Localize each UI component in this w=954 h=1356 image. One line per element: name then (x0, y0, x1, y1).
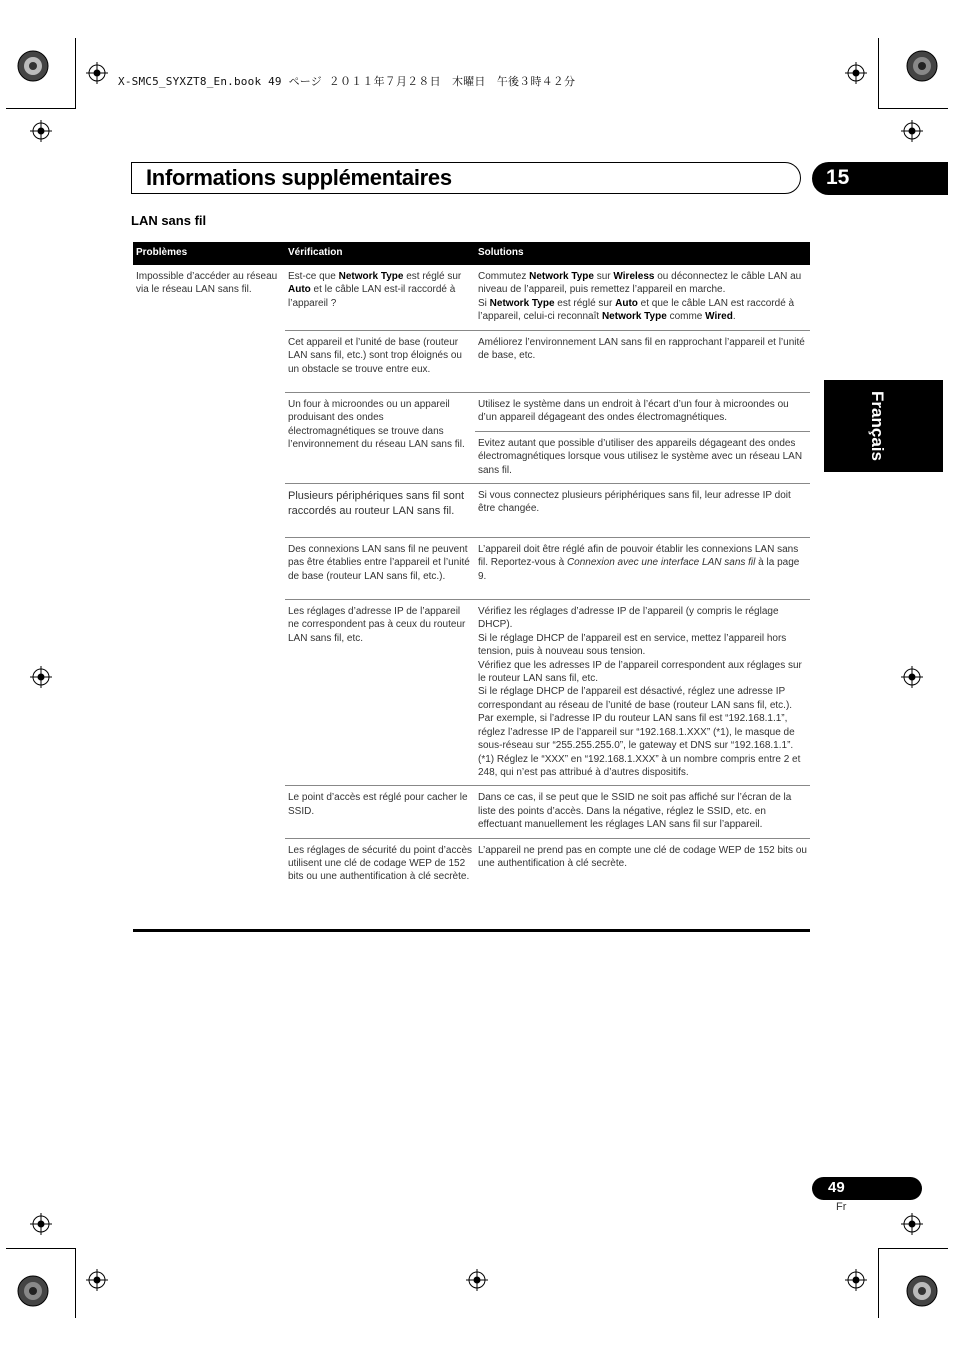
solution-cell: Vérifiez les réglages d’adresse IP de l’appareil (y compris le réglage DHCP). Si le réglage DHCP de l’appareil est en service, mettez l’appareil hors tension, puis à nouveau sous tension. Vérifiez que les adresses IP de l’appareil correspondent aux réglages sur le routeur LAN sans fil, etc. Si le réglage DHCP de l’appareil est désactivé, réglez une adresse IP correspondant au réseau de l’unité de base (routeur LAN sans fil, etc.). Par exemple, si l’adresse IP du routeur LAN sans fil est “192.168.1.1”, réglez l’adresse IP de l’appareil sur “192.168.1.XXX” (*1), le masque de sous-réseau sur “255.255.255.0”, le gateway et DNS sur “192.168.1.1”. (*1) Réglez le “XXX” en “192.168.1.XXX” à un nombre compris entre 2 et 248, qui n’est pas attribué à d’autres dispositifs. (475, 600, 810, 786)
solution-cell: Utilisez le système dans un endroit à l’écart d’un four à microondes ou d’un appareil dégageant des ondes électromagnétiques. (475, 393, 810, 432)
check-cell: Les réglages d’adresse IP de l’appareil ne correspondent pas à ceux du routeur LAN sans fil, etc. (285, 600, 475, 786)
registration-mark-icon (901, 666, 923, 688)
section-title: LAN sans fil (131, 213, 207, 228)
print-rosette-icon (906, 1275, 938, 1307)
print-rosette-icon (906, 50, 938, 82)
check-cell: Est-ce que Network Type est réglé sur Auto et le câble LAN est-il raccordé à l’appareil ? (285, 265, 475, 331)
page-number-badge (812, 1177, 922, 1200)
chapter-badge (812, 162, 948, 195)
print-rosette-icon (17, 50, 49, 82)
registration-mark-icon (30, 1213, 52, 1235)
page-number: 49 (828, 1179, 845, 1196)
print-rosette-icon (17, 1275, 49, 1307)
solution-cell: L’appareil doit être réglé afin de pouvoir établir les connexions LAN sans fil. Reportez-vous à Connexion avec une interface LAN sans fil à la page 9. (475, 538, 810, 600)
troubleshooting-table (133, 242, 810, 890)
chapter-number: 15 (826, 166, 850, 189)
column-header: Vérification (285, 242, 475, 265)
registration-mark-icon (30, 120, 52, 142)
registration-mark-icon (86, 1269, 108, 1291)
problem-cell: Impossible d’accéder au réseau via le réseau LAN sans fil. (136, 271, 278, 296)
check-cell: Les réglages de sécurité du point d’accès utilisent une clé de codage WEP de 152 bits ou une authentification à clé secrète. (288, 844, 473, 883)
solution-cell: L’appareil ne prend pas en compte une clé de codage WEP de 152 bits ou une authentification à clé secrète. (478, 844, 807, 869)
column-header: Solutions (475, 242, 810, 265)
print-file-header: X-SMC5_SYXZT8_En.book 49 ページ ２０１１年７月２８日 木曜日 午後３時４２分 (118, 75, 576, 88)
table-row (133, 265, 810, 331)
solution-cell: Commutez Network Type sur Wireless ou déconnectez le câble LAN au niveau de l’appareil, puis remettez l’appareil en marche. Si Network Type est réglé sur Auto et que le câble LAN est raccordé à l’appareil, celui-ci reconnaît Network Type comme Wired. (475, 265, 810, 331)
table-header-row (133, 242, 810, 265)
page-language-code: Fr (836, 1201, 847, 1213)
registration-mark-icon (845, 1269, 867, 1291)
check-cell: Plusieurs périphériques sans fil sont raccordés au routeur LAN sans fil. (285, 484, 475, 538)
page-title: Informations supplémentaires (146, 165, 452, 190)
solution-cell: Dans ce cas, il se peut que le SSID ne soit pas affiché sur l’écran de la liste des points d’accès. Dans la négative, réglez le SSID, etc. en effectuant manuellement les réglages LAN sans fil sur l’appareil. (475, 786, 810, 838)
registration-mark-icon (901, 120, 923, 142)
check-cell: Un four à microondes ou un appareil produisant des ondes électromagnétiques se trouve dans l’environnement du réseau LAN sans fil. (285, 393, 475, 484)
registration-mark-icon (86, 62, 108, 84)
check-cell: Le point d’accès est réglé pour cacher le SSID. (285, 786, 475, 838)
solution-cell: Améliorez l’environnement LAN sans fil en rapprochant l’appareil et l’unité de base, etc. (475, 331, 810, 393)
language-tab (824, 380, 943, 472)
solution-cell: Si vous connectez plusieurs périphériques sans fil, leur adresse IP doit être changée. (475, 484, 810, 538)
check-cell: Des connexions LAN sans fil ne peuvent pas être établies entre l’appareil et l’unité de base (routeur LAN sans fil, etc.). (285, 538, 475, 600)
column-header: Problèmes (133, 242, 285, 265)
language-tab-label: Français (868, 391, 887, 461)
registration-mark-icon (901, 1213, 923, 1235)
table-bottom-rule (133, 929, 810, 932)
check-cell: Cet appareil et l’unité de base (routeur LAN sans fil, etc.) sont trop éloignés ou un obstacle se trouve entre eux. (285, 331, 475, 393)
registration-mark-icon (845, 62, 867, 84)
solution-cell: Evitez autant que possible d’utiliser des appareils dégageant des ondes électromagnétiques lorsque vous utilisez le système avec un réseau LAN sans fil. (475, 431, 810, 483)
registration-mark-icon (466, 1269, 488, 1291)
registration-mark-icon (30, 666, 52, 688)
